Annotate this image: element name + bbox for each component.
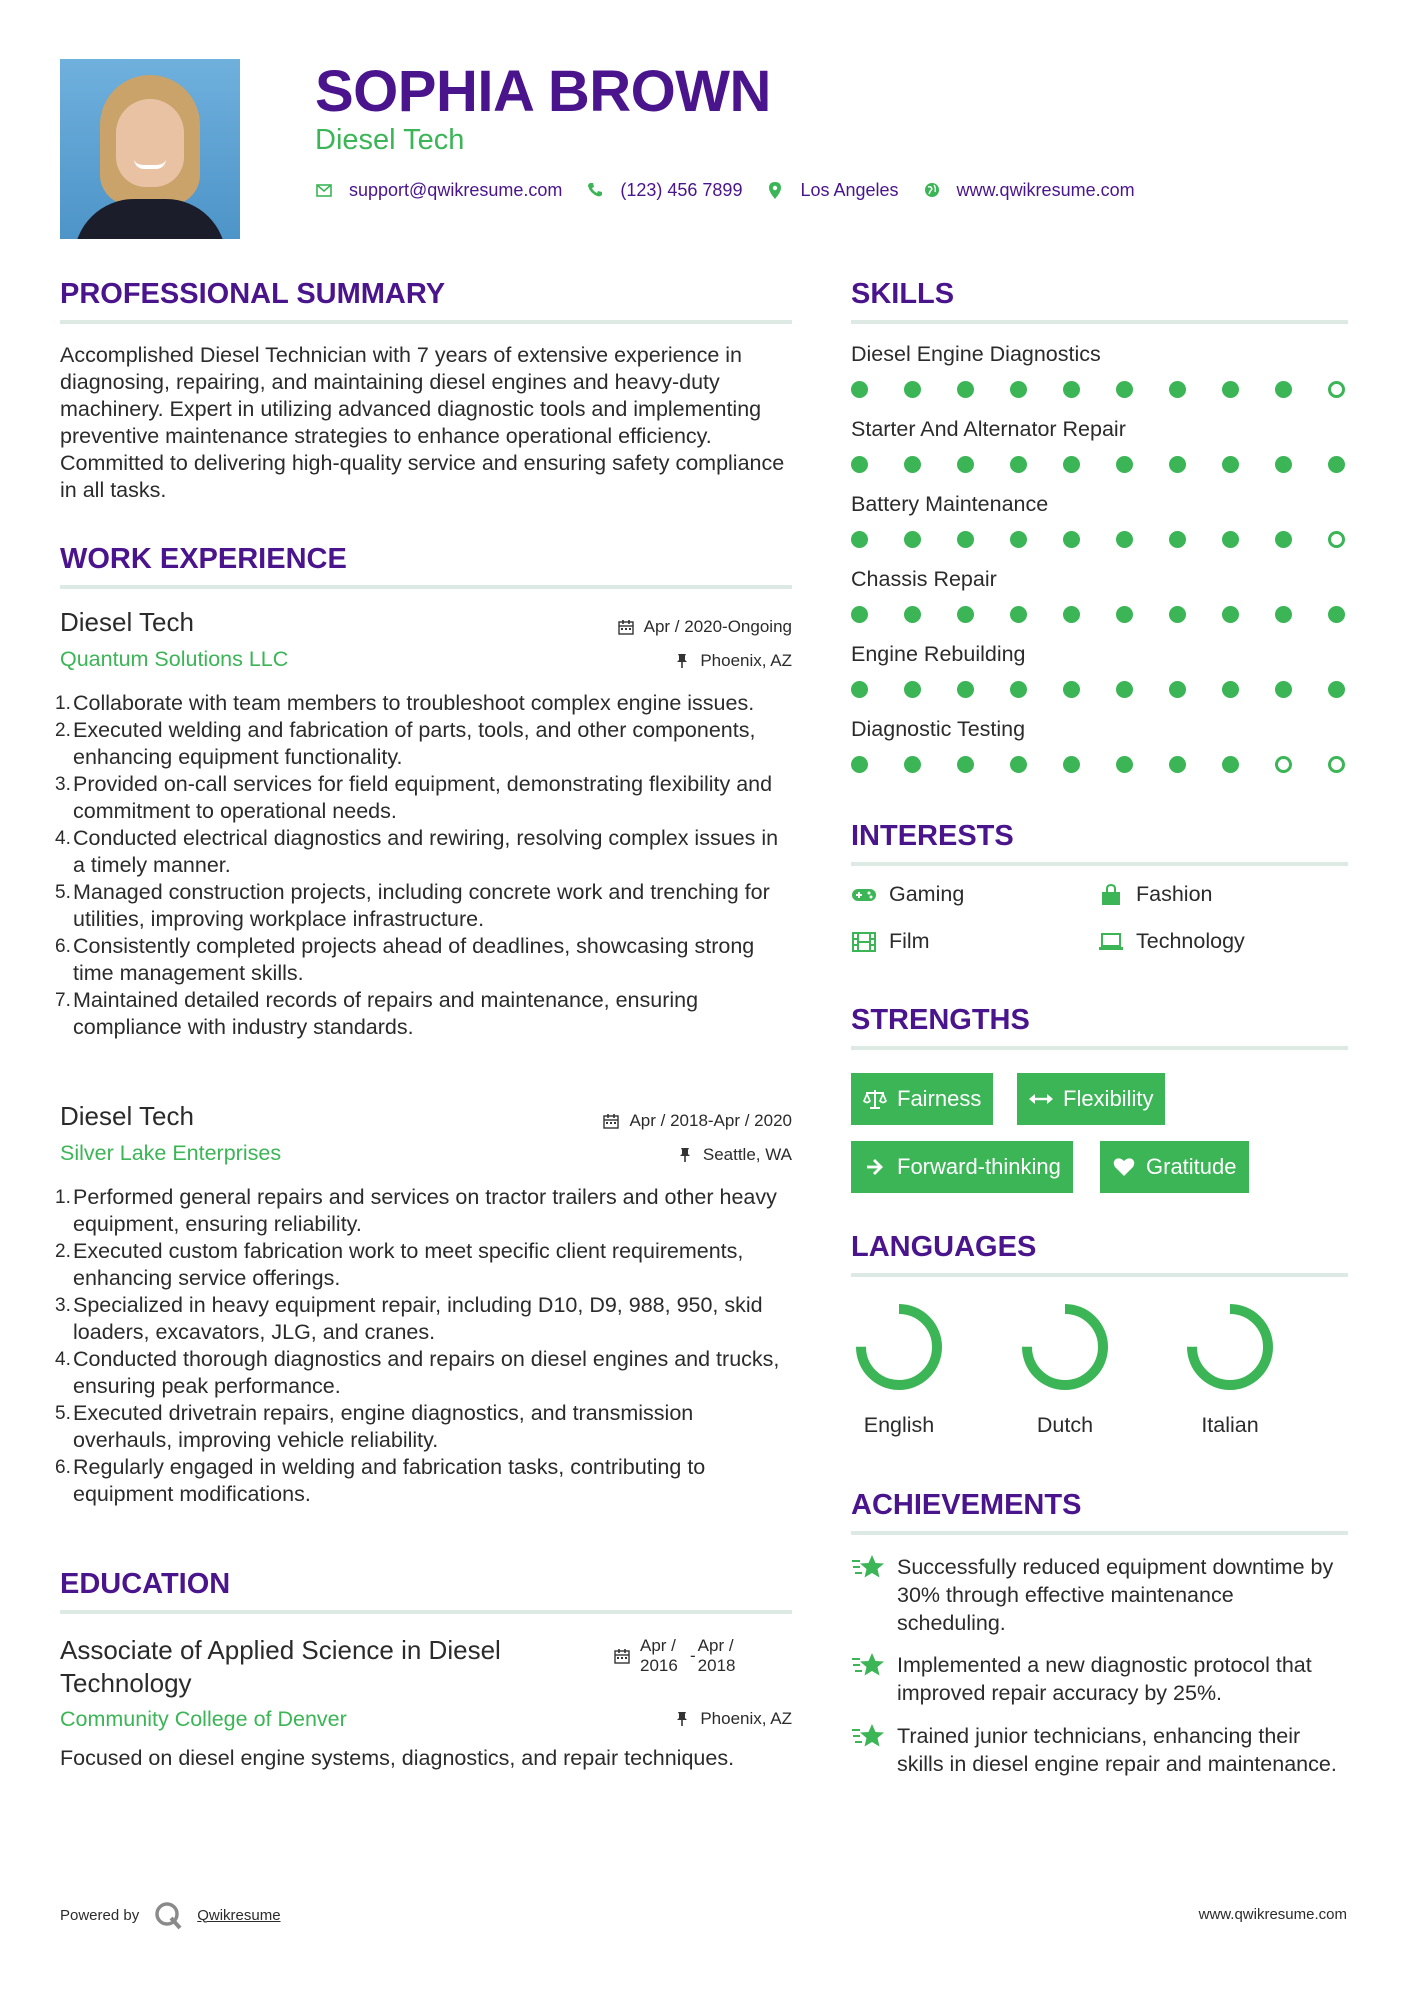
rating-dot-empty: [1328, 531, 1345, 548]
job-dates-text: Apr / 2018-Apr / 2020: [629, 1111, 792, 1130]
interest-label: Technology: [1136, 929, 1245, 953]
pushpin-icon: [674, 653, 690, 669]
rating-dot-filled: [957, 756, 974, 773]
achievement-item: [851, 1722, 1348, 1778]
heart-icon: [1112, 1156, 1136, 1178]
rating-dot-filled: [1116, 381, 1133, 398]
interest-item-gaming: [851, 882, 964, 907]
achievement-item: [851, 1553, 1348, 1637]
interest-item-fashion: [1098, 882, 1213, 907]
language-level-arc: [1027, 1309, 1103, 1385]
rating-dot-empty: [1328, 381, 1345, 398]
languages-heading: LANGUAGES: [851, 1231, 1037, 1263]
strength-label: Forward-thinking: [897, 1154, 1061, 1179]
achievement-text: Successfully reduced equipment downtime by 30% through effective maintenance scheduling.: [897, 1555, 1334, 1635]
date-separator: -: [690, 1646, 696, 1665]
rating-dot-filled: [1169, 681, 1186, 698]
rating-dot-filled: [1116, 531, 1133, 548]
education-degree: Associate of Applied Science in Diesel Technology: [60, 1635, 501, 1698]
rating-dot-filled: [1275, 456, 1292, 473]
job-location-text: Phoenix, AZ: [700, 651, 792, 670]
job-dates-text: Apr / 2020-Ongoing: [643, 617, 792, 636]
rating-dot-filled: [1116, 606, 1133, 623]
job-title: Diesel Tech: [60, 1101, 194, 1131]
globe-icon: [923, 181, 941, 199]
skill-name: Diagnostic Testing: [851, 717, 1026, 741]
education-end: Apr / 2018: [697, 1636, 736, 1675]
interest-label: Fashion: [1136, 882, 1213, 906]
skills-divider: [851, 320, 1348, 324]
strengths-divider: [851, 1046, 1348, 1050]
rating-dot-filled: [1010, 531, 1027, 548]
rating-dot-filled: [904, 681, 921, 698]
rating-dot-filled: [1328, 606, 1345, 623]
list-item: 6. Consistently completed projects ahead of deadlines, showcasing strong time management skills.: [55, 934, 755, 985]
rating-dot-filled: [957, 531, 974, 548]
language-level-arc: [861, 1309, 937, 1385]
rating-dot-empty: [1275, 756, 1292, 773]
skill-name: Battery Maintenance: [851, 492, 1049, 516]
skill-name: Engine Rebuilding: [851, 642, 1026, 666]
language-item: [1170, 1299, 1290, 1438]
rating-dot-filled: [1169, 531, 1186, 548]
language-level-arc: [1192, 1309, 1268, 1385]
rating-dot-filled: [1063, 531, 1080, 548]
education-location-text: Phoenix, AZ: [700, 1709, 792, 1728]
rating-dot-filled: [1275, 531, 1292, 548]
list-item: 5. Managed construction projects, including concrete work and trenching for utilities, improving workplace infrastructure.: [55, 880, 770, 931]
rating-dot-filled: [904, 531, 921, 548]
rating-dot-filled: [957, 681, 974, 698]
pushpin-icon: [674, 1711, 690, 1727]
interest-label: Gaming: [889, 882, 965, 906]
arrows-horizontal-icon: [1029, 1088, 1053, 1110]
star-award-icon: [851, 1722, 885, 1752]
rating-dot-filled: [851, 606, 868, 623]
footer-powered-by: [60, 1900, 281, 1930]
rating-dot-filled: [957, 381, 974, 398]
rating-dot-filled: [1169, 606, 1186, 623]
rating-dot-filled: [1010, 681, 1027, 698]
summary-heading: PROFESSIONAL SUMMARY: [60, 278, 446, 310]
rating-dot-filled: [957, 606, 974, 623]
rating-dot-filled: [957, 456, 974, 473]
contact-bar: [315, 178, 1159, 202]
strength-label: Gratitude: [1146, 1154, 1237, 1179]
education-heading: EDUCATION: [60, 1568, 231, 1600]
rating-dot-filled: [1275, 606, 1292, 623]
job-title: Diesel Tech: [60, 607, 194, 637]
job-location-text: Seattle, WA: [702, 1145, 792, 1164]
language-name: English: [863, 1413, 935, 1437]
achievement-text: Implemented a new diagnostic protocol that improved repair accuracy by 25%.: [897, 1653, 1312, 1705]
list-item: 3. Provided on-call services for field equipment, demonstrating flexibility and commitment to operational needs.: [55, 772, 773, 823]
contact-website[interactable]: www.qwikresume.com: [956, 179, 1135, 200]
rating-dot-filled: [904, 606, 921, 623]
rating-dot-filled: [1328, 681, 1345, 698]
calendar-icon: [614, 1648, 630, 1664]
skill-rating: [851, 381, 1345, 398]
rating-dot-filled: [851, 756, 868, 773]
experience-heading: WORK EXPERIENCE: [60, 543, 347, 575]
skills-heading: SKILLS: [851, 278, 955, 310]
candidate-title: Diesel Tech: [315, 124, 465, 156]
education-school: Community College of Denver: [60, 1707, 347, 1731]
job-duties-list: [55, 1184, 795, 1508]
strength-tag-flexibility: [1017, 1073, 1165, 1125]
brand-link[interactable]: Qwikresume: [197, 1906, 281, 1924]
rating-dot-filled: [851, 381, 868, 398]
phone-icon: [586, 181, 604, 199]
arrow-right-icon: [863, 1156, 887, 1178]
footer-website-link[interactable]: www.qwikresume.com: [1198, 1906, 1347, 1923]
calendar-icon: [603, 1113, 619, 1129]
rating-dot-filled: [1063, 756, 1080, 773]
skill-name: Diesel Engine Diagnostics: [851, 342, 1101, 366]
rating-dot-filled: [1222, 756, 1239, 773]
rating-dot-filled: [1222, 531, 1239, 548]
interests-heading: INTERESTS: [851, 820, 1014, 852]
contact-phone[interactable]: (123) 456 7899: [620, 179, 743, 200]
strength-tag-forward-thinking: [851, 1141, 1073, 1193]
achievement-item: [851, 1651, 1348, 1707]
languages-divider: [851, 1273, 1348, 1277]
rating-dot-filled: [1328, 456, 1345, 473]
rating-dot-filled: [1063, 681, 1080, 698]
job-dates: [618, 617, 792, 637]
map-pin-icon: [766, 181, 784, 199]
interests-divider: [851, 862, 1348, 866]
rating-dot-filled: [1116, 756, 1133, 773]
star-award-icon: [851, 1651, 885, 1681]
rating-dot-filled: [1063, 456, 1080, 473]
education-dates: [614, 1636, 736, 1676]
strength-tag-fairness: [851, 1073, 993, 1125]
job-location: [677, 1145, 792, 1165]
achievement-text: Trained junior technicians, enhancing their skills in diesel engine repair and maintenance.: [897, 1724, 1337, 1776]
skill-rating: [851, 681, 1345, 698]
strengths-heading: STRENGTHS: [851, 1004, 1030, 1036]
job-company: Silver Lake Enterprises: [60, 1141, 282, 1165]
job-duties-list: [55, 690, 795, 1041]
list-item: 5. Executed drivetrain repairs, engine diagnostics, and transmission overhauls, improving vehicle reliability.: [55, 1401, 694, 1452]
rating-dot-filled: [904, 456, 921, 473]
skill-name: Chassis Repair: [851, 567, 997, 591]
rating-dot-filled: [1169, 381, 1186, 398]
rating-dot-filled: [1116, 456, 1133, 473]
interest-label: Film: [889, 929, 930, 953]
list-item: 2. Executed custom fabrication work to meet specific client requirements, enhancing service offerings.: [55, 1239, 744, 1290]
language-level-ring: [1182, 1299, 1278, 1395]
strength-tag-gratitude: [1100, 1141, 1249, 1193]
rating-dot-filled: [1010, 456, 1027, 473]
rating-dot-filled: [904, 756, 921, 773]
rating-dot-filled: [1010, 381, 1027, 398]
language-name: Dutch: [1036, 1413, 1094, 1437]
list-item: 4. Conducted thorough diagnostics and repairs on diesel engines and trucks, ensuring peak performance.: [55, 1347, 780, 1398]
language-level-ring: [1017, 1299, 1113, 1395]
job-dates: [603, 1111, 792, 1131]
gamepad-icon: [851, 884, 877, 906]
list-item: 3. Specialized in heavy equipment repair, including D10, D9, 988, 950, skid loaders, excavators, JLG, and cranes.: [55, 1293, 763, 1344]
calendar-icon: [618, 619, 634, 635]
list-item: 2. Executed welding and fabrication of parts, tools, and other components, enhancing equipment functionality.: [55, 718, 756, 769]
list-item: 7. Maintained detailed records of repairs and maintenance, ensuring compliance with industry standards.: [55, 988, 699, 1039]
skill-rating: [851, 456, 1345, 473]
shopping-bag-icon: [1098, 884, 1124, 906]
interest-item-technology: [1098, 929, 1245, 954]
summary-text: Accomplished Diesel Technician with 7 years of extensive experience in diagnosing, repairing, and maintaining diesel engines and heavy-duty machinery. Expert in utilizing advanced diagnostic tools and implementing preventive maintenance strategies to enhance operational efficiency. Committed to delivering high-quality service and ensuring safety compliance in all tasks.: [60, 343, 785, 502]
contact-email[interactable]: support@qwikresume.com: [349, 179, 563, 200]
list-item: 1. Performed general repairs and services on tractor trailers and other heavy equipment, ensuring reliability.: [55, 1185, 777, 1236]
rating-dot-empty: [1328, 756, 1345, 773]
job-location: [674, 651, 792, 671]
rating-dot-filled: [1010, 756, 1027, 773]
language-name: Italian: [1201, 1413, 1259, 1437]
powered-by-text: Powered by: [60, 1906, 140, 1924]
rating-dot-filled: [1222, 681, 1239, 698]
language-level-ring: [851, 1299, 947, 1395]
rating-dot-filled: [1063, 381, 1080, 398]
scale-icon: [863, 1088, 887, 1110]
rating-dot-filled: [1222, 456, 1239, 473]
interest-item-film: [851, 929, 930, 954]
envelope-icon: [315, 181, 333, 199]
profile-photo: [60, 59, 240, 239]
education-start: Apr / 2016: [640, 1636, 678, 1675]
rating-dot-filled: [1063, 606, 1080, 623]
rating-dot-filled: [1116, 681, 1133, 698]
language-item: [839, 1299, 959, 1438]
rating-dot-filled: [904, 381, 921, 398]
rating-dot-filled: [1275, 381, 1292, 398]
education-location: [674, 1709, 792, 1729]
job-company: Quantum Solutions LLC: [60, 647, 289, 671]
language-item: [1005, 1299, 1125, 1438]
list-item: 1. Collaborate with team members to troubleshoot complex engine issues.: [55, 691, 755, 715]
skill-rating: [851, 606, 1345, 623]
summary-divider: [60, 320, 792, 324]
achievements-divider: [851, 1531, 1348, 1535]
rating-dot-filled: [1275, 681, 1292, 698]
education-divider: [60, 1610, 792, 1614]
pushpin-icon: [677, 1147, 693, 1163]
candidate-name: SOPHIA BROWN: [315, 59, 771, 124]
experience-divider: [60, 585, 792, 589]
rating-dot-filled: [851, 456, 868, 473]
skill-rating: [851, 756, 1345, 773]
contact-location: Los Angeles: [800, 179, 899, 200]
rating-dot-filled: [1222, 381, 1239, 398]
strength-label: Fairness: [897, 1086, 982, 1111]
star-award-icon: [851, 1553, 885, 1583]
rating-dot-filled: [851, 681, 868, 698]
rating-dot-filled: [851, 531, 868, 548]
list-item: 6. Regularly engaged in welding and fabrication tasks, contributing to equipment modifications.: [55, 1455, 706, 1506]
film-icon: [851, 931, 877, 953]
strength-label: Flexibility: [1063, 1086, 1154, 1111]
skill-rating: [851, 531, 1345, 548]
laptop-icon: [1098, 931, 1124, 953]
rating-dot-filled: [1010, 606, 1027, 623]
education-description: Focused on diesel engine systems, diagnostics, and repair techniques.: [60, 1746, 735, 1770]
rating-dot-filled: [1169, 456, 1186, 473]
skill-name: Starter And Alternator Repair: [851, 417, 1126, 441]
qwikresume-logo-icon: [153, 1900, 183, 1930]
list-item: 4. Conducted electrical diagnostics and rewiring, resolving complex issues in a timely manner.: [55, 826, 779, 877]
rating-dot-filled: [1169, 756, 1186, 773]
rating-dot-filled: [1222, 606, 1239, 623]
achievements-heading: ACHIEVEMENTS: [851, 1489, 1082, 1521]
